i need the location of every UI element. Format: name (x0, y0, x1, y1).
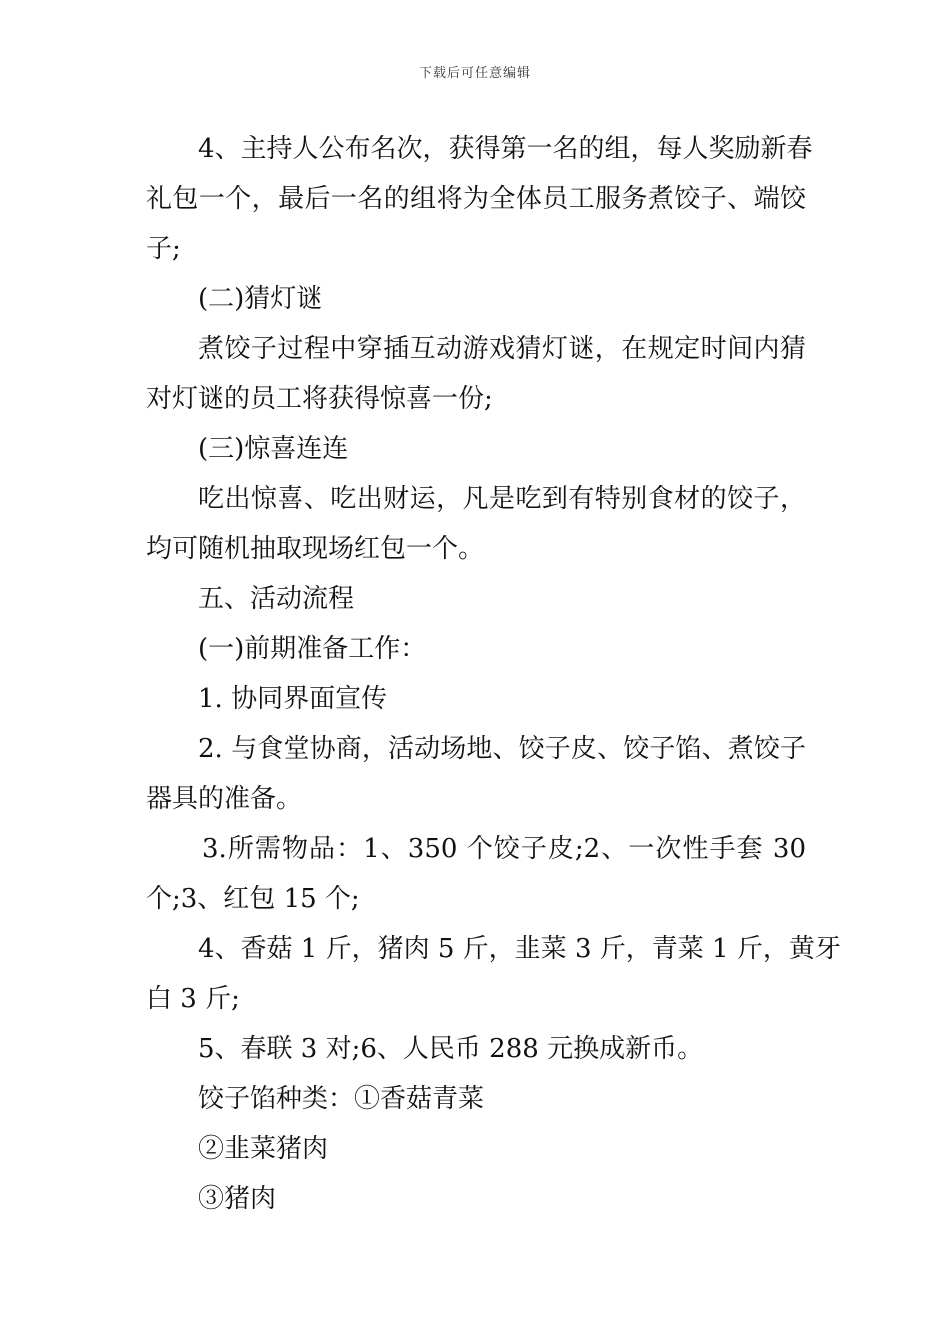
paragraph-line: 吃出惊喜、吃出财运，凡是吃到有特别食材的饺子， (198, 484, 806, 514)
section-heading: (一)前期准备工作： (198, 634, 427, 664)
paragraph-line: 器具的准备。 (146, 784, 303, 814)
page-header: 下载后可任意编辑 (418, 66, 531, 81)
list-item: ②韭菜猪肉 (198, 1134, 329, 1164)
section-heading: (二)猜灯谜 (198, 284, 323, 314)
list-item: 4、香菇 1 斤，猪肉 5 斤，韭菜 3 斤，青菜 1 斤，黄牙 (198, 934, 841, 964)
list-item: 2. 与食堂协商，活动场地、饺子皮、饺子馅、煮饺子 (198, 734, 806, 764)
section-heading: (三)惊喜连连 (198, 434, 349, 464)
paragraph-line: 对灯谜的员工将获得惊喜一份; (146, 384, 493, 414)
paragraph-line: 个;3、红包 15 个; (146, 884, 360, 914)
paragraph-line: 白 3 斤; (146, 984, 240, 1014)
list-item: 饺子馅种类：①香菇青菜 (198, 1084, 485, 1114)
list-item: ③猪肉 (198, 1184, 277, 1214)
paragraph-line: 均可随机抽取现场红包一个。 (146, 534, 485, 564)
list-item: 5、春联 3 对;6、人民币 288 元换成新币。 (198, 1034, 704, 1064)
list-item: 1. 协同界面宣传 (198, 684, 388, 714)
paragraph-line: 子; (146, 234, 181, 264)
section-heading: 五、活动流程 (198, 584, 355, 614)
document-body (146, 124, 841, 1224)
paragraph-line: 礼包一个，最后一名的组将为全体员工服务煮饺子、端饺 (146, 184, 806, 214)
paragraph-line: 煮饺子过程中穿插互动游戏猜灯谜，在规定时间内猜 (198, 334, 806, 364)
paragraph-line: 4、主持人公布名次，获得第一名的组，每人奖励新春 (198, 134, 813, 164)
list-item: 3.所需物品：1、350 个饺子皮;2、一次性手套 30 (202, 834, 806, 864)
